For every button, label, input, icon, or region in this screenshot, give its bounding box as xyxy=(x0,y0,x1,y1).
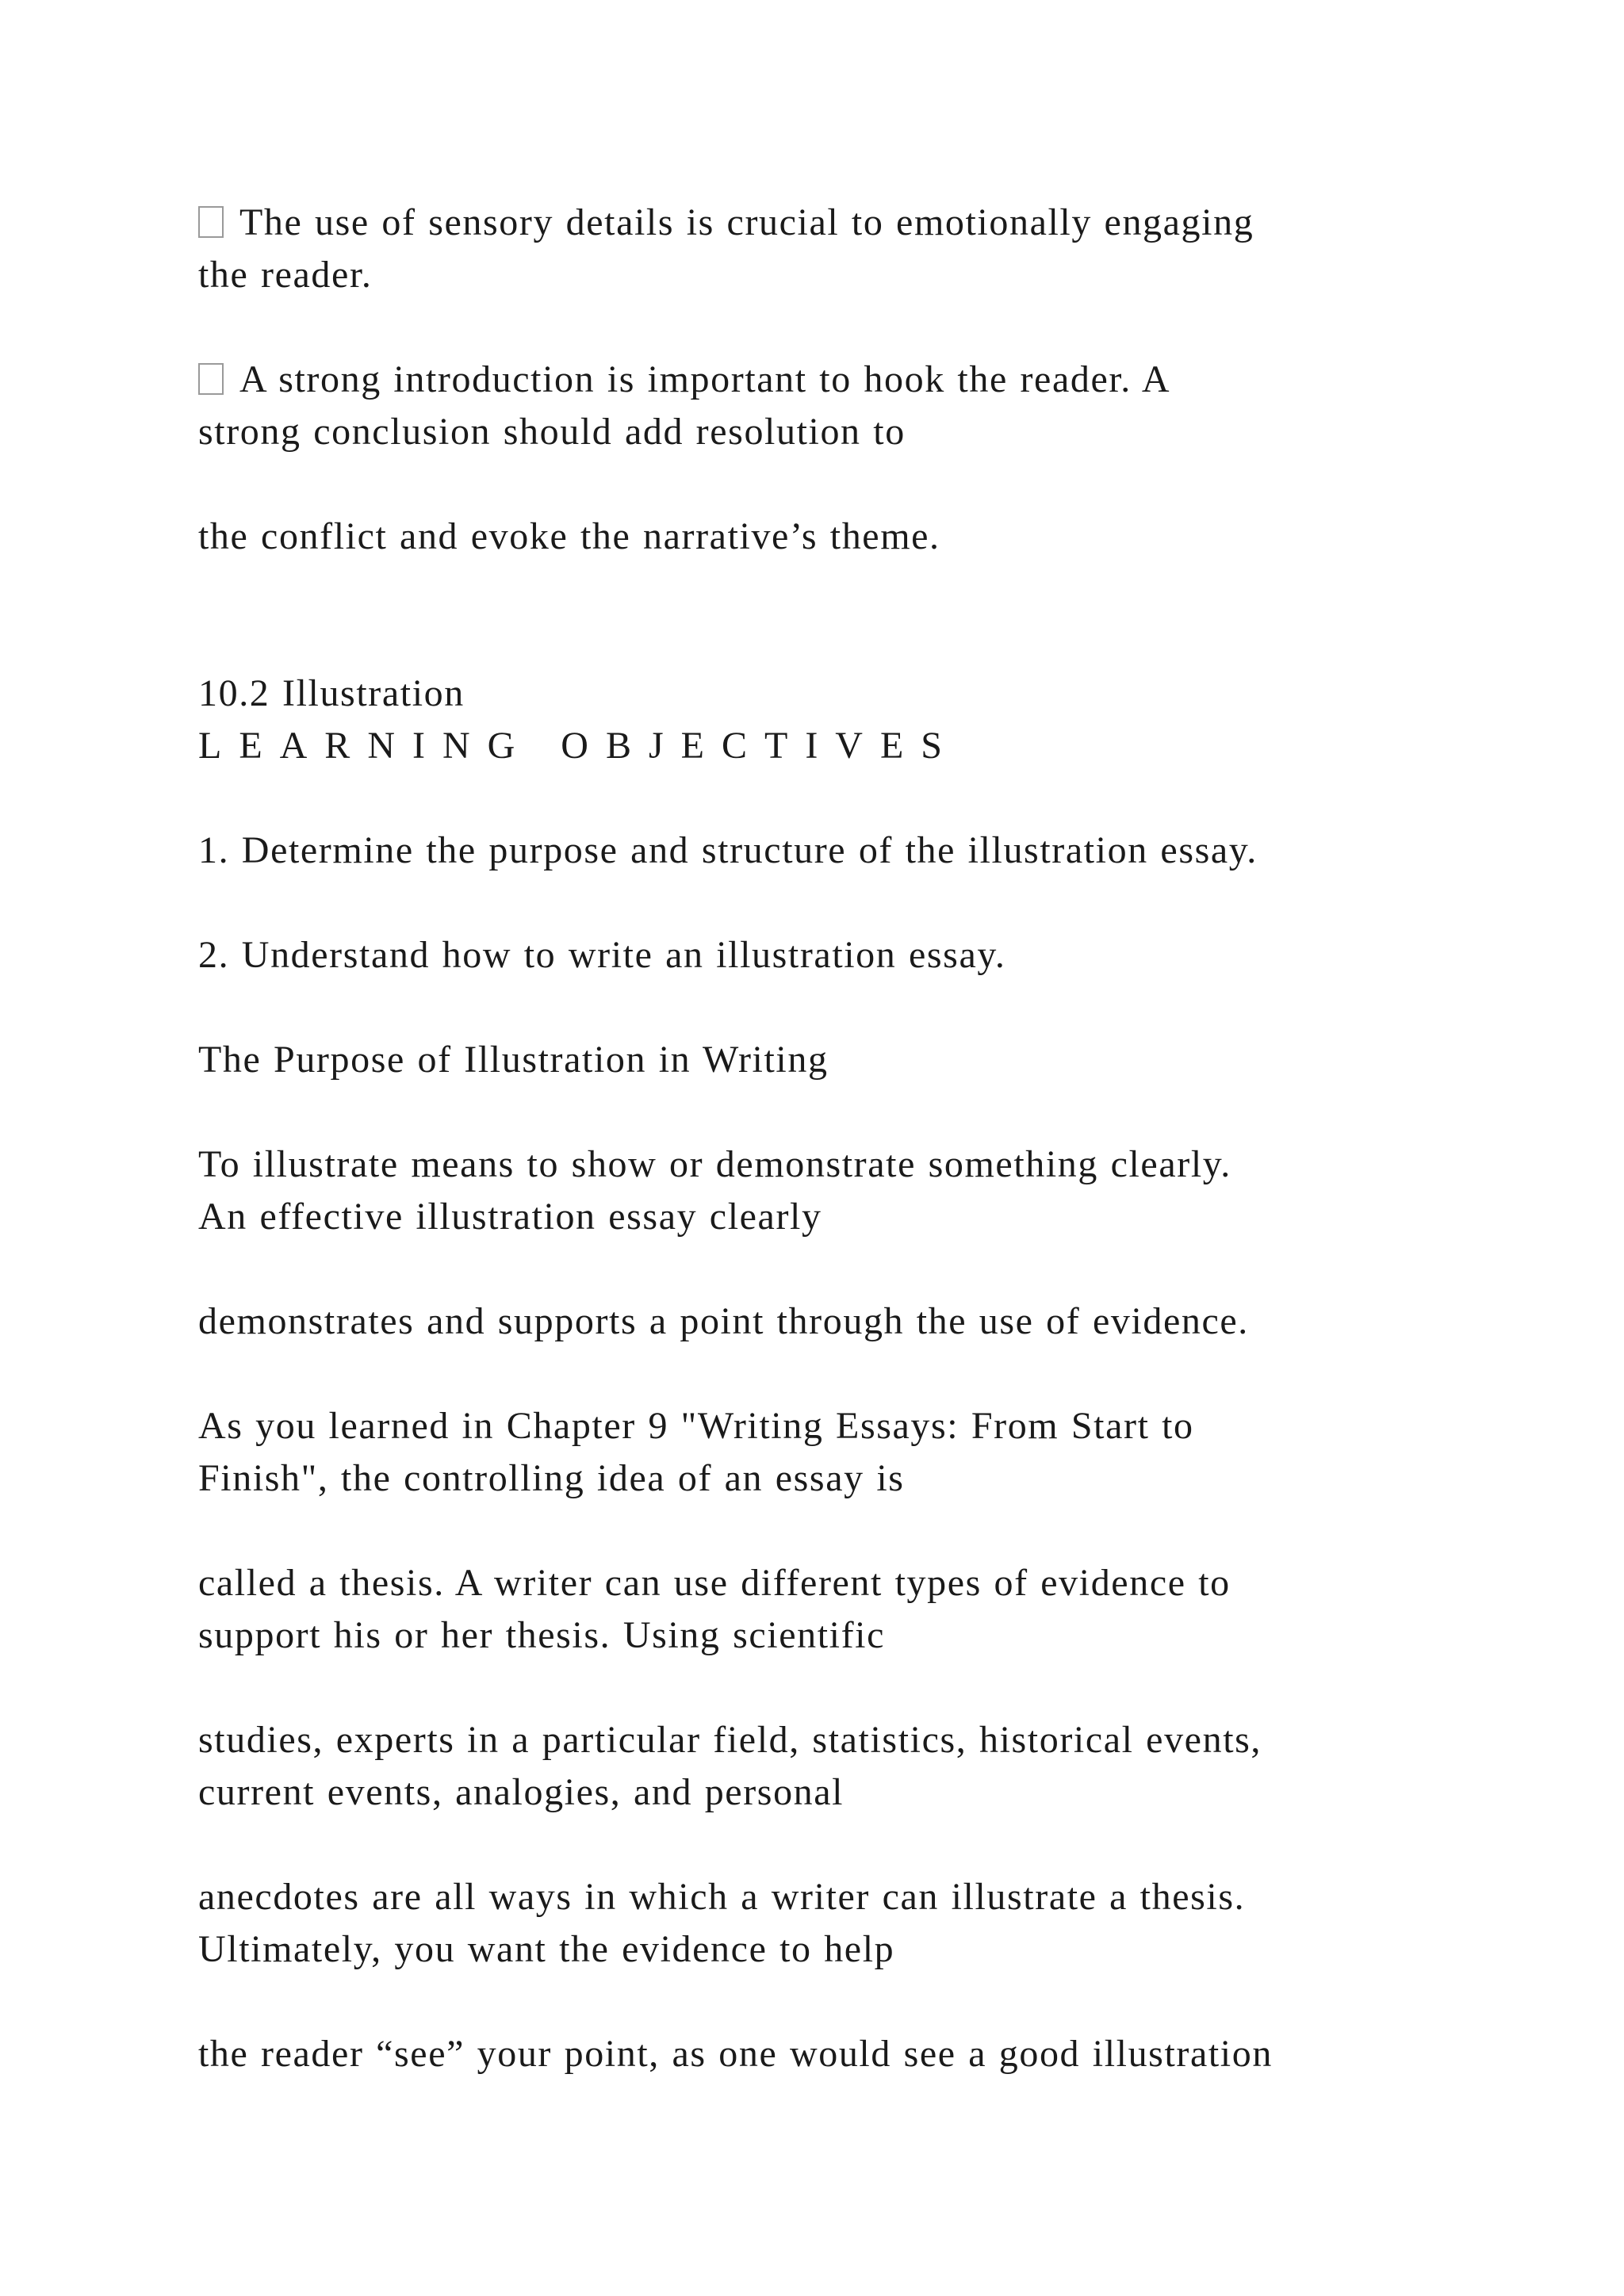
bullet-2-line-3: the conflict and evoke the narrative’s theme. xyxy=(198,515,940,557)
objective-1: 1. Determine the purpose and structure of the illustration essay. xyxy=(198,829,1258,871)
learning-objectives-label: LEARNING OBJECTIVES xyxy=(198,725,959,767)
paragraph-2-line-7: anecdotes are all ways in which a writer can illustrate a thesis. xyxy=(198,1876,1246,1918)
objective-2: 2. Understand how to write an illustration essay. xyxy=(198,934,1006,976)
subheading: The Purpose of Illustration in Writing xyxy=(198,1039,829,1081)
paragraph-1-line-2: An effective illustration essay clearly xyxy=(198,1196,822,1238)
paragraph-2-line-5: studies, experts in a particular field, statistics, historical events, xyxy=(198,1719,1262,1761)
paragraph-1-line-3: demonstrates and supports a point through the use of evidence. xyxy=(198,1300,1249,1342)
section-heading: 10.2 Illustration xyxy=(198,672,465,714)
paragraph-2-line-3: called a thesis. A writer can use different types of evidence to xyxy=(198,1562,1231,1604)
bullet-2-line-1 xyxy=(198,354,1170,406)
paragraph-2-line-8: Ultimately, you want the evidence to help xyxy=(198,1928,895,1970)
missing-glyph-box-icon xyxy=(198,206,224,238)
paragraph-2-line-4: support his or her thesis. Using scientific xyxy=(198,1614,886,1656)
bullet-1-line-1 xyxy=(198,197,1254,249)
bullet-2-text-1: A strong introduction is important to hook the reader. A xyxy=(239,358,1171,400)
missing-glyph-box-icon xyxy=(198,363,224,395)
paragraph-2-line-1: As you learned in Chapter 9 "Writing Essays: From Start to xyxy=(198,1405,1194,1447)
bullet-1-text-1: The use of sensory details is crucial to emotionally engaging xyxy=(239,201,1254,243)
paragraph-1-line-1: To illustrate means to show or demonstrate something clearly. xyxy=(198,1143,1231,1185)
paragraph-2-line-9: the reader “see” your point, as one would see a good illustration xyxy=(198,2033,1273,2075)
bullet-1-line-2: the reader. xyxy=(198,254,373,296)
paragraph-2-line-2: Finish", the controlling idea of an essay is xyxy=(198,1457,905,1499)
paragraph-2-line-6: current events, analogies, and personal xyxy=(198,1771,845,1813)
bullet-2-line-2: strong conclusion should add resolution to xyxy=(198,411,906,453)
